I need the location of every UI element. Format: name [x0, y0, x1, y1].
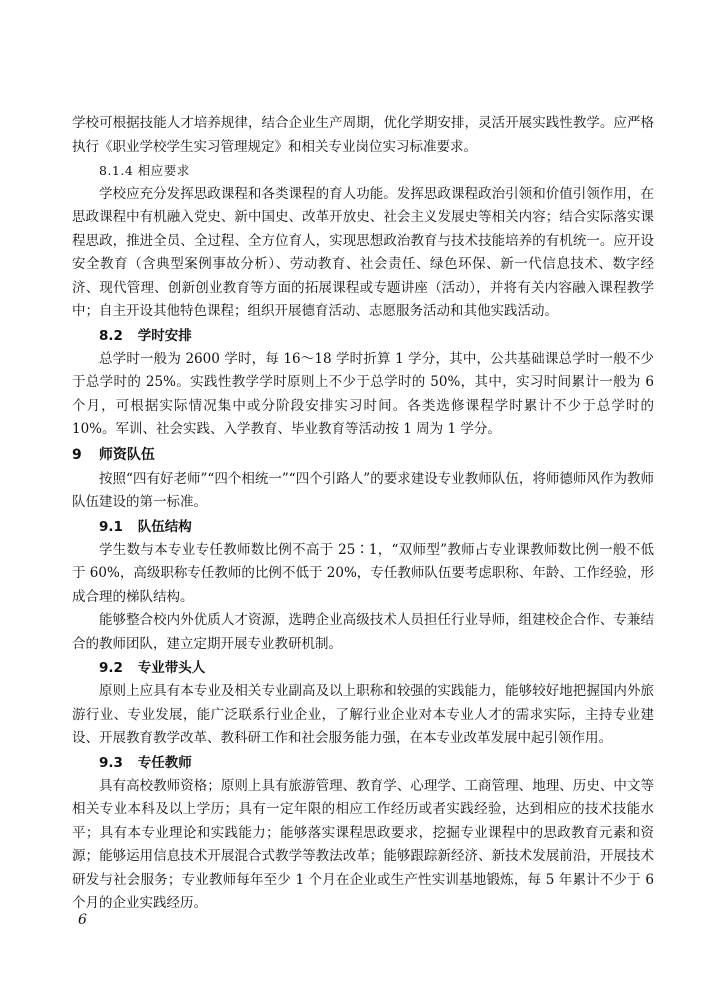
- section-8-1-4-heading: [72, 159, 654, 183]
- paragraph-full-time-teachers: 具有高校教师资格；原则上具有旅游管理、教育学、心理学、工商管理、地理、历史、中文等相关专业本科及以上学历；具有一定年限的相应工作经历或者实践经验，达到相应的技术技能水平；具有本专业理论和实践能力；能够落实课程思政要求，挖掘专业课程中的思政教育元素和资源；能够运用信息技术开展混合式教学等教法改革；能够跟踪新经济、新技术发展前沿，开展技术研发与社会服务；专业教师每年至少 1 个月在企业或生产性实训基地锻炼，每 5 年累计不少于 6 个月的企业实践经历。: [72, 777, 654, 911]
- section-title: 专业带头人: [137, 660, 206, 676]
- paragraph-team-ratio: 学生数与本专业专任教师数比例不高于 25∶1，“双师型”教师占专业课教师数比例一般不低于 60%，高级职称专任教师的比例不低于 20%，专任教师队伍要考虑职称、年龄、工作经验，形成合理的梯队结构。: [72, 541, 654, 605]
- paragraph-hours: 总学时一般为 2600 学时，每 16～18 学时折算 1 学分，其中，公共基础课总学时一般不少于总学时的 25%。实践性教学学时原则上不少于总学时的 50%，其中，实习时间累计一般为 6 个月，可根据实际情况集中或分阶段安排实习时间。各类选修课程学时累计不少于总学时的 10%。军训、社会实践、入学教育、毕业教育等活动按 1 周为 1 学分。: [72, 350, 654, 437]
- section-number: 9.3: [99, 754, 123, 771]
- paragraph-requirements: 学校应充分发挥思政课程和各类课程的育人功能。发挥思政课程政治引领和价值引领作用，在思政课程中有机融入党史、新中国史、改革开放史、社会主义发展史等相关内容；结合实际落实课程思政，推进全员、全过程、全方位育人，实现思想政治教育与技术技能培养的有机统一。应开设安全教育（含典型案例事故分析）、劳动教育、社会责任、绿色环保、新一代信息技术、数字经济、现代管理、创新创业教育等方面的拓展课程或专题讲座（活动），并将有关内容融入课程教学中；自主开设其他特色课程；组织开展德育活动、志愿服务活动和其他实践活动。: [72, 185, 654, 319]
- section-title: 专任教师: [137, 754, 192, 771]
- paragraph-practice-teaching: 学校可根据技能人才培养规律，结合企业生产周期，优化学期安排，灵活开展实践性教学。应严格执行《职业学校学生实习管理规定》和相关专业岗位实习标准要求。: [72, 115, 654, 155]
- section-9-2-heading: [72, 656, 654, 680]
- paragraph-team-resources: 能够整合校内外优质人才资源，选聘企业高级技术人员担任行业导师，组建校企合作、专兼结合的教师团队，建立定期开展专业教研机制。: [72, 612, 654, 652]
- section-number: 9: [72, 446, 82, 463]
- page-content: [72, 112, 654, 916]
- section-number: 8.2: [99, 327, 123, 344]
- section-8-2-heading: [72, 324, 654, 348]
- paragraph-faculty-intro: 按照“四有好老师”“四个相统一”“四个引路人”的要求建设专业教师队伍，将师德师风作为教师队伍建设的第一标准。: [72, 470, 654, 510]
- paragraph-program-leader: 原则上应具有本专业及相关专业副高及以上职称和较强的实践能力，能够较好地把握国内外旅游行业、专业发展，能广泛联系行业企业，了解行业企业对本专业人才的需求实际，主持专业建设、开展教育教学改革、教科研工作和社会服务能力强，在本专业改革发展中起引领作用。: [72, 683, 654, 746]
- section-9-3-heading: [72, 751, 654, 775]
- section-9-1-heading: [72, 515, 654, 539]
- section-title: 师资队伍: [98, 446, 155, 463]
- section-number: 8.1.4: [99, 163, 134, 178]
- section-title: 相应要求: [137, 163, 190, 178]
- section-number: 9.1: [99, 518, 123, 535]
- section-number: 9.2: [99, 660, 123, 676]
- section-title: 学时安排: [137, 327, 192, 344]
- section-title: 队伍结构: [137, 518, 192, 535]
- section-9-heading: [72, 442, 654, 468]
- page-number: 6: [78, 912, 87, 928]
